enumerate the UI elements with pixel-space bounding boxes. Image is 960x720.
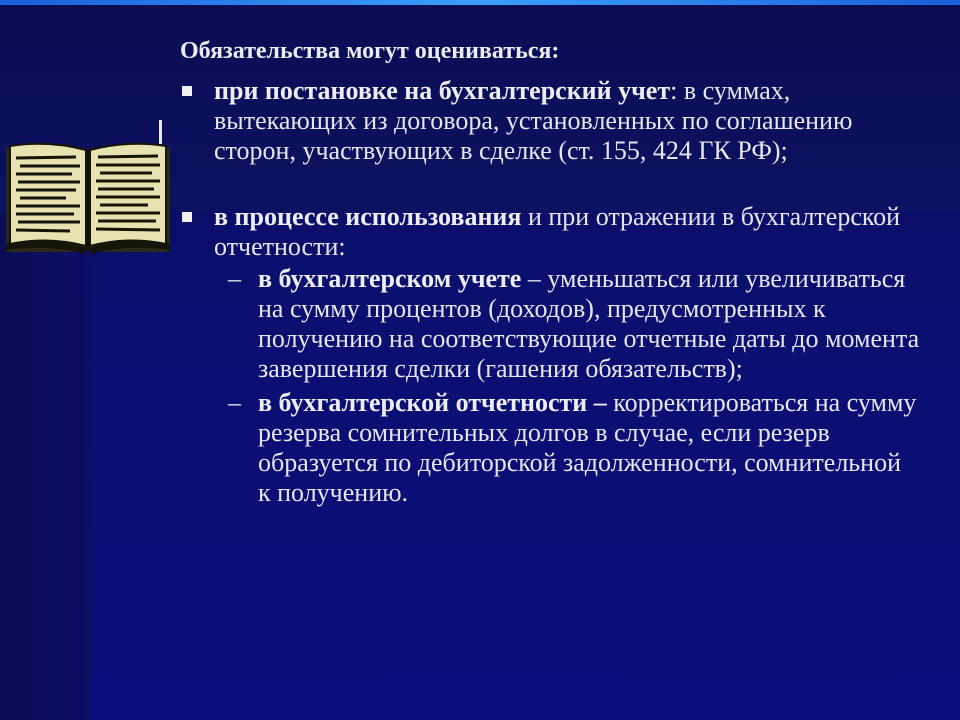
sub-2-bold: в бухгалтерской отчетности – (258, 388, 607, 417)
left-band (0, 212, 92, 720)
top-accent-stripe (0, 0, 960, 5)
bullet-1-bold: при постановке на бухгалтерский учет (214, 76, 671, 105)
bullet-item-1 (180, 76, 920, 166)
square-bullet-icon (182, 212, 192, 222)
sub-list (180, 264, 920, 508)
bullet-2-bold: в процессе использования (214, 202, 522, 231)
text-cursor-mark (159, 120, 162, 144)
bullet-item-2 (180, 202, 920, 262)
square-bullet-icon (182, 86, 192, 96)
sub-item-1 (180, 264, 920, 384)
slide-heading: Обязательства могут оцениваться: (180, 38, 560, 64)
bullet-1-text: : в суммах, вытекающих из договора, установленных по соглашению сторон, участвующих в сделке (ст. 155, 424 ГК РФ); (214, 76, 853, 165)
sub-1-text: – уменьшаться или увеличиваться на сумму процентов (доходов), предусмотренных к получению на соответствующие отчетные даты до момента завершения сделки (гашения обязательств); (258, 264, 920, 383)
sub-2-text: корректироваться на сумму резерва сомнительных долгов в случае, если резерв образуется по дебиторской задолженности, сомнительной к получению. (258, 388, 917, 507)
sub-item-2 (180, 388, 920, 508)
bullet-2-text: и при отражении в бухгалтерской отчетности: (214, 202, 901, 261)
open-book-icon (2, 140, 174, 255)
dash-marker: – (228, 388, 241, 417)
sub-1-bold: в бухгалтерском учете (258, 264, 522, 293)
dash-marker: – (228, 264, 241, 293)
slide-content (180, 36, 920, 508)
